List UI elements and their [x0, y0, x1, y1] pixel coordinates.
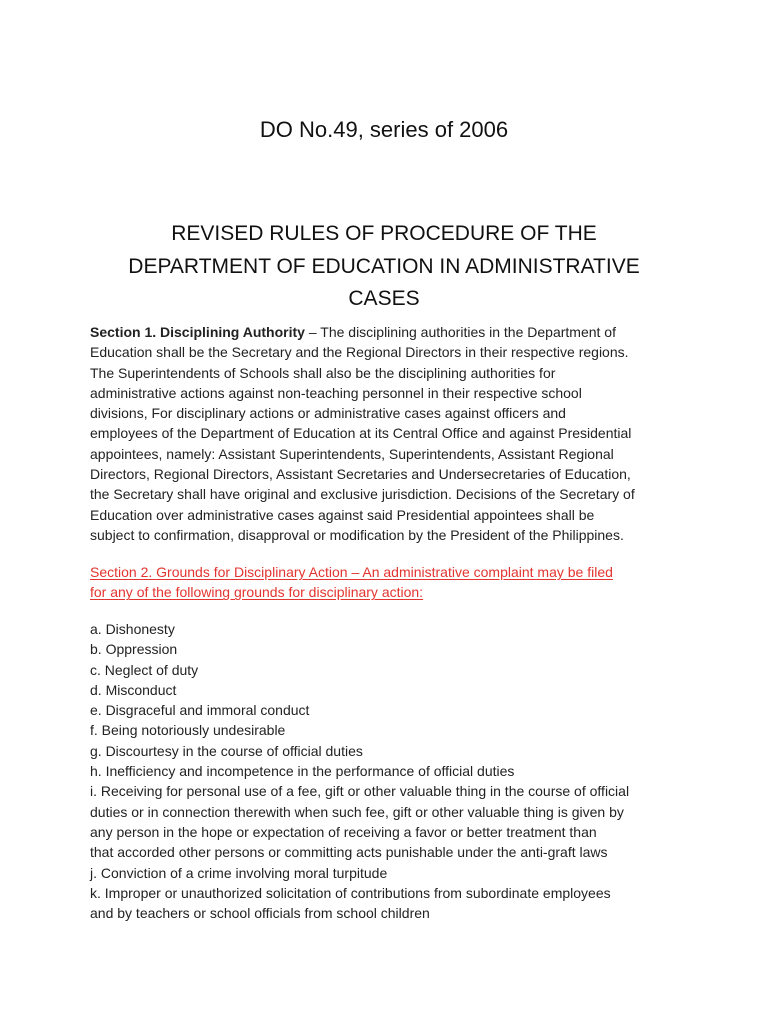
list-item-line: g. Discourtesy in the course of official duties [90, 742, 363, 759]
list-item-line: k. Improper or unauthorized solicitation of contributions from subordinate employees [90, 884, 611, 901]
paragraph-line: The Superintendents of Schools shall also be the disciplining authorities for [90, 364, 556, 381]
document-number: DO No.49, series of 2006 [259, 117, 509, 142]
title-line: CASES [348, 287, 420, 310]
section-2-line-text: for any of the following grounds for disciplinary action: [90, 584, 424, 601]
paragraph-line: Education shall be the Secretary and the Regional Directors in their respective regions. [90, 344, 629, 361]
paragraph-line: Education over administrative cases against said Presidential appointees shall be [90, 506, 595, 523]
section-2-line-text: Section 2. Grounds for Disciplinary Action – An administrative complaint may be filed [90, 564, 613, 580]
section-1-text: – The disciplining authorities in the Department of [304, 324, 616, 340]
list-item [90, 781, 690, 862]
list-item-line: i. Receiving for personal use of a fee, gift or other valuable thing in the course of official [90, 783, 630, 800]
list-item [90, 680, 690, 700]
section-2-line [90, 562, 690, 582]
list-item [90, 700, 690, 720]
paragraph-line: divisions, For disciplinary actions or administrative cases against officers and [90, 405, 566, 422]
list-item [90, 883, 690, 924]
list-item-line: h. Inefficiency and incompetence in the performance of official duties [90, 763, 515, 780]
paragraph-line [90, 322, 690, 342]
list-item [90, 720, 690, 740]
list-item [90, 761, 690, 781]
list-item-line: that accorded other persons or committing acts punishable under the anti-graft laws [90, 844, 608, 861]
list-item-line: duties or in connection therewith when such fee, gift or other valuable thing is given by [90, 803, 624, 820]
paragraph-line: the Secretary shall have original and exclusive jurisdiction. Decisions of the Secretary of [90, 486, 635, 503]
list-item [90, 660, 690, 680]
section-1-heading: Section 1. Disciplining Authority [90, 324, 305, 340]
list-item-line: e. Disgraceful and immoral conduct [90, 702, 310, 719]
list-item [90, 741, 690, 761]
list-item-line: j. Conviction of a crime involving moral turpitude [90, 864, 388, 881]
list-item [90, 639, 690, 659]
paragraph-line: subject to confirmation, disapproval or modification by the President of the Philippines. [90, 526, 624, 543]
paragraph-line: administrative actions against non-teaching personnel in their respective school [90, 384, 582, 401]
section-1-paragraph [90, 322, 690, 545]
paragraph-line: employees of the Department of Education at its Central Office and against Presidential [90, 425, 632, 442]
list-item [90, 619, 690, 639]
title-line: DEPARTMENT OF EDUCATION IN ADMINISTRATIVE [128, 254, 640, 278]
list-item-line: c. Neglect of duty [90, 661, 199, 678]
list-item-line: d. Misconduct [90, 681, 177, 698]
list-item-line: a. Dishonesty [90, 621, 175, 637]
grounds-list [90, 619, 690, 923]
paragraph-line: Directors, Regional Directors, Assistant Secretaries and Undersecretaries of Education, [90, 466, 631, 483]
list-item-line: any person in the hope or expectation of receiving a favor or better treatment than [90, 823, 597, 840]
section-2-line [90, 582, 690, 602]
document-title [90, 218, 678, 316]
list-item-line: f. Being notoriously undesirable [90, 722, 286, 739]
title-line: REVISED RULES OF PROCEDURE OF THE [171, 222, 597, 245]
section-2-heading [90, 562, 690, 603]
list-item [90, 863, 690, 883]
paragraph-line: appointees, namely: Assistant Superintendents, Superintendents, Assistant Regional [90, 445, 614, 462]
list-item-line: b. Oppression [90, 641, 178, 658]
list-item-line: and by teachers or school officials from school children [90, 905, 430, 922]
